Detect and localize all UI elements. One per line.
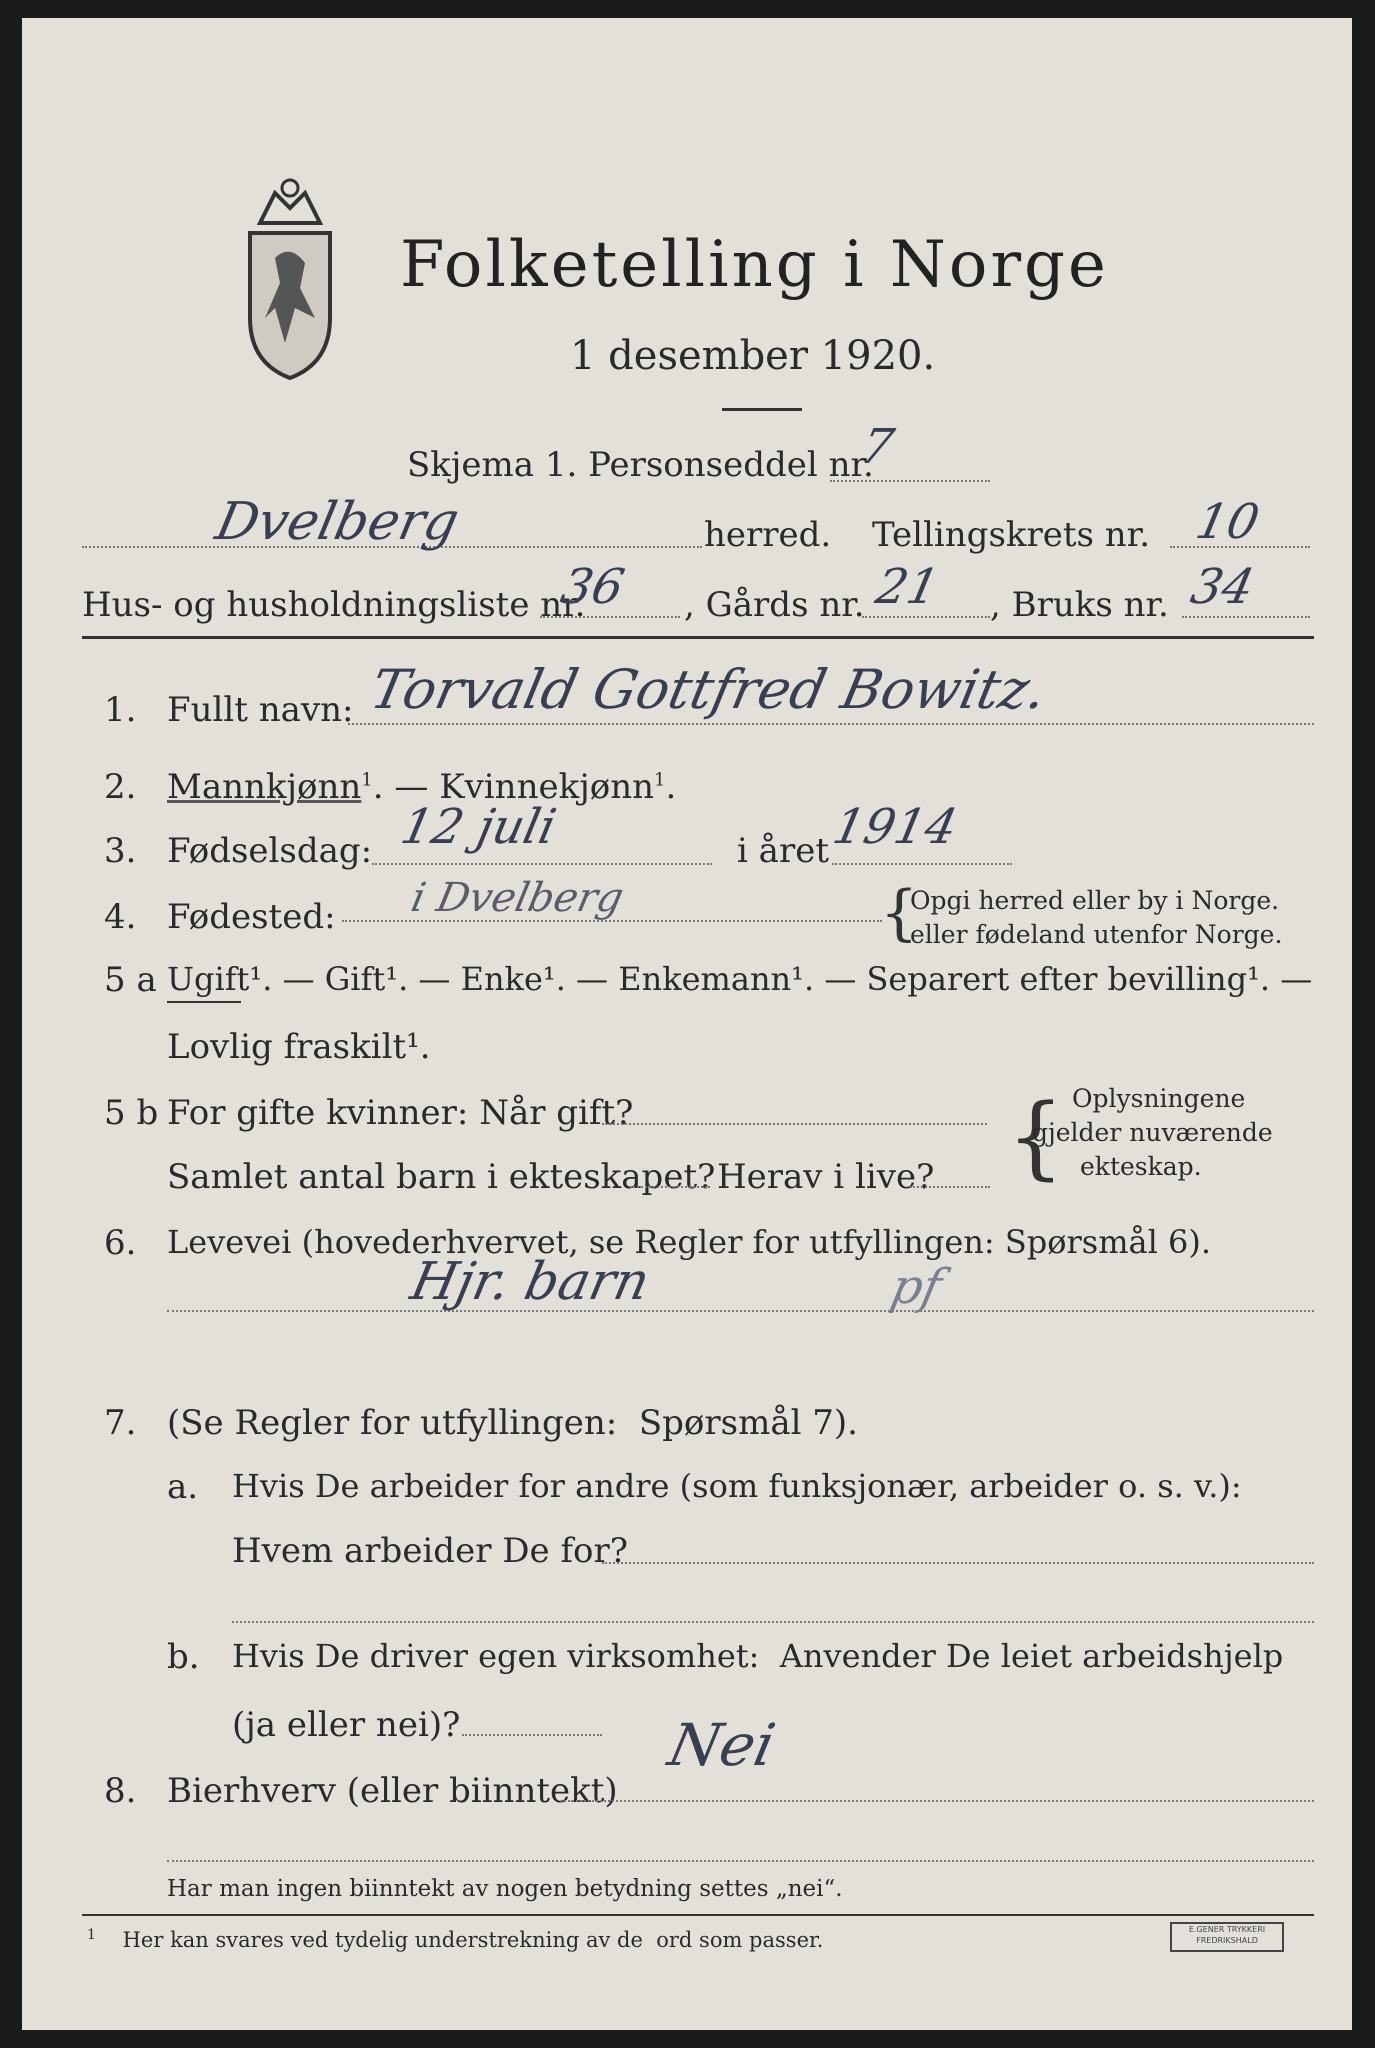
- q5a-ugift-underline: [167, 1001, 241, 1003]
- q7b-line1: Hvis De driver egen virksomhet: Anvender De leiet arbeidshjelp: [232, 1637, 1284, 1675]
- footnote-text: Her kan svares ved tydelig understrekning av de ord som passer.: [122, 1928, 824, 1952]
- q8-value[interactable]: Nei: [662, 1711, 781, 1779]
- q2-female-sup: 1: [654, 769, 666, 791]
- q5a-options-line1[interactable]: Ugift¹. — Gift¹. — Enke¹. — Enkemann¹. — Separert efter bevilling¹. —: [167, 960, 1313, 998]
- herred-label: herred.: [704, 515, 832, 555]
- q2-female-option[interactable]: Kvinnekjønn: [439, 767, 654, 807]
- footer-divider: [82, 1914, 1314, 1916]
- bruks-label: , Bruks nr.: [990, 585, 1169, 625]
- q5b-children-field-line: [630, 1186, 710, 1188]
- q8-label: Bierhverv (eller biinntekt): [167, 1771, 618, 1811]
- title-divider: [722, 408, 802, 411]
- q5b-alive-field-line: [910, 1186, 990, 1188]
- q1-value[interactable]: Torvald Gottfred Bowitz.: [365, 658, 1053, 721]
- q3-label: Fødselsdag:: [167, 831, 373, 871]
- form-date: 1 desember 1920.: [570, 333, 936, 379]
- q8-field-line-2: [167, 1860, 1314, 1862]
- q5b-number: 5 b: [104, 1093, 159, 1133]
- q7-label: (Se Regler for utfyllingen: Spørsmål 7).: [167, 1403, 858, 1443]
- q7a-line1: Hvis De arbeider for andre (som funksjonær, arbeider o. s. v.):: [232, 1467, 1242, 1505]
- hus-field-line: [540, 616, 680, 618]
- bruks-field-line: [1182, 616, 1310, 618]
- q5a-number: 5 a: [104, 960, 157, 1000]
- q2-male-sup: 1: [361, 769, 373, 791]
- q3-year-field-line: [832, 863, 1012, 865]
- q4-number: 4.: [104, 897, 137, 937]
- q7a-field-line-2: [232, 1621, 1314, 1623]
- q3-number: 3.: [104, 831, 137, 871]
- skjema-label: Skjema 1. Personseddel nr.: [407, 445, 874, 485]
- printer-stamp-text: E.GENER TRYKKERI FREDRIKSHALD: [1188, 1925, 1266, 1945]
- q7a-line2: Hvem arbeider De for?: [232, 1531, 628, 1571]
- herred-value[interactable]: Dvelberg: [210, 492, 465, 552]
- q3-day-field-line: [372, 863, 712, 865]
- krets-label: Tellingskrets nr.: [872, 515, 1151, 555]
- q8-field-line-1: [560, 1800, 1314, 1802]
- form-title: Folketelling i Norge: [400, 228, 1109, 302]
- q3-year-value[interactable]: 1914: [828, 799, 963, 855]
- q5b-note-1: Oplysningene: [1072, 1084, 1246, 1113]
- q7a-field-line-1: [602, 1562, 1314, 1564]
- q4-value[interactable]: i Dvelberg: [407, 875, 628, 921]
- q1-number: 1.: [104, 690, 137, 730]
- q4-brace: {: [880, 878, 919, 948]
- q2-end: .: [665, 767, 677, 807]
- q5b-married-field-line: [602, 1123, 987, 1125]
- gards-value[interactable]: 21: [871, 559, 945, 615]
- q5a-options-line2[interactable]: Lovlig fraskilt¹.: [167, 1027, 431, 1067]
- q7a-number: a.: [167, 1467, 199, 1507]
- q5b-note-2: gjelder nuværende: [1032, 1118, 1273, 1147]
- q7-number: 7.: [104, 1403, 137, 1443]
- q6-value[interactable]: Hjr. barn: [405, 1252, 655, 1312]
- q6-mark: pf: [886, 1259, 947, 1315]
- printer-stamp: [1170, 1922, 1284, 1952]
- q8-number: 8.: [104, 1771, 137, 1811]
- q5b-alive-label: Herav i live?: [717, 1157, 935, 1197]
- footer-note: Har man ingen biinntekt av nogen betydning settes „nei“.: [167, 1876, 843, 1902]
- q2-male-option[interactable]: Mannkjønn: [167, 767, 362, 807]
- q5b-children-label: Samlet antal barn i ekteskapet?: [167, 1157, 716, 1197]
- q3-day-value[interactable]: 12 juli: [396, 799, 561, 855]
- header-divider: [82, 636, 1314, 639]
- q5b-note-3: ekteskap.: [1080, 1152, 1202, 1181]
- q6-label: Levevei (hovederhvervet, se Regler for utfyllingen: Spørsmål 6).: [167, 1223, 1212, 1261]
- q4-label: Fødested:: [167, 897, 336, 937]
- hus-label: Hus- og husholdningsliste nr.: [82, 585, 586, 625]
- gards-label: , Gårds nr.: [684, 585, 865, 625]
- coat-of-arms-icon: [230, 168, 350, 388]
- q4-note-2: eller fødeland utenfor Norge.: [910, 920, 1283, 949]
- krets-value[interactable]: 10: [1191, 494, 1265, 550]
- q1-label: Fullt navn:: [167, 690, 354, 730]
- q6-number: 6.: [104, 1223, 137, 1263]
- q5b-line1: For gifte kvinner: Når gift?: [167, 1093, 634, 1133]
- footnote: [87, 1928, 823, 1951]
- q5b-brace: {: [1007, 1085, 1065, 1190]
- gards-field-line: [862, 616, 990, 618]
- q2-separator: . —: [372, 767, 440, 807]
- q3-year-label: i året: [737, 831, 829, 871]
- q6-field-line: [167, 1310, 1314, 1312]
- q2-number: 2.: [104, 767, 137, 807]
- skjema-field-line: [830, 480, 990, 482]
- footnote-number: 1: [87, 1927, 96, 1943]
- q7b-number: b.: [167, 1637, 200, 1677]
- q7b-field-line: [462, 1734, 602, 1736]
- hus-value[interactable]: 36: [556, 559, 630, 615]
- q1-field-line: [348, 723, 1314, 725]
- census-form: [22, 18, 1352, 2030]
- q4-note-1: Opgi herred eller by i Norge.: [910, 886, 1280, 915]
- skjema-value[interactable]: 7: [856, 419, 899, 475]
- q7b-line2: (ja eller nei)?: [232, 1705, 461, 1745]
- bruks-value[interactable]: 34: [1186, 559, 1260, 615]
